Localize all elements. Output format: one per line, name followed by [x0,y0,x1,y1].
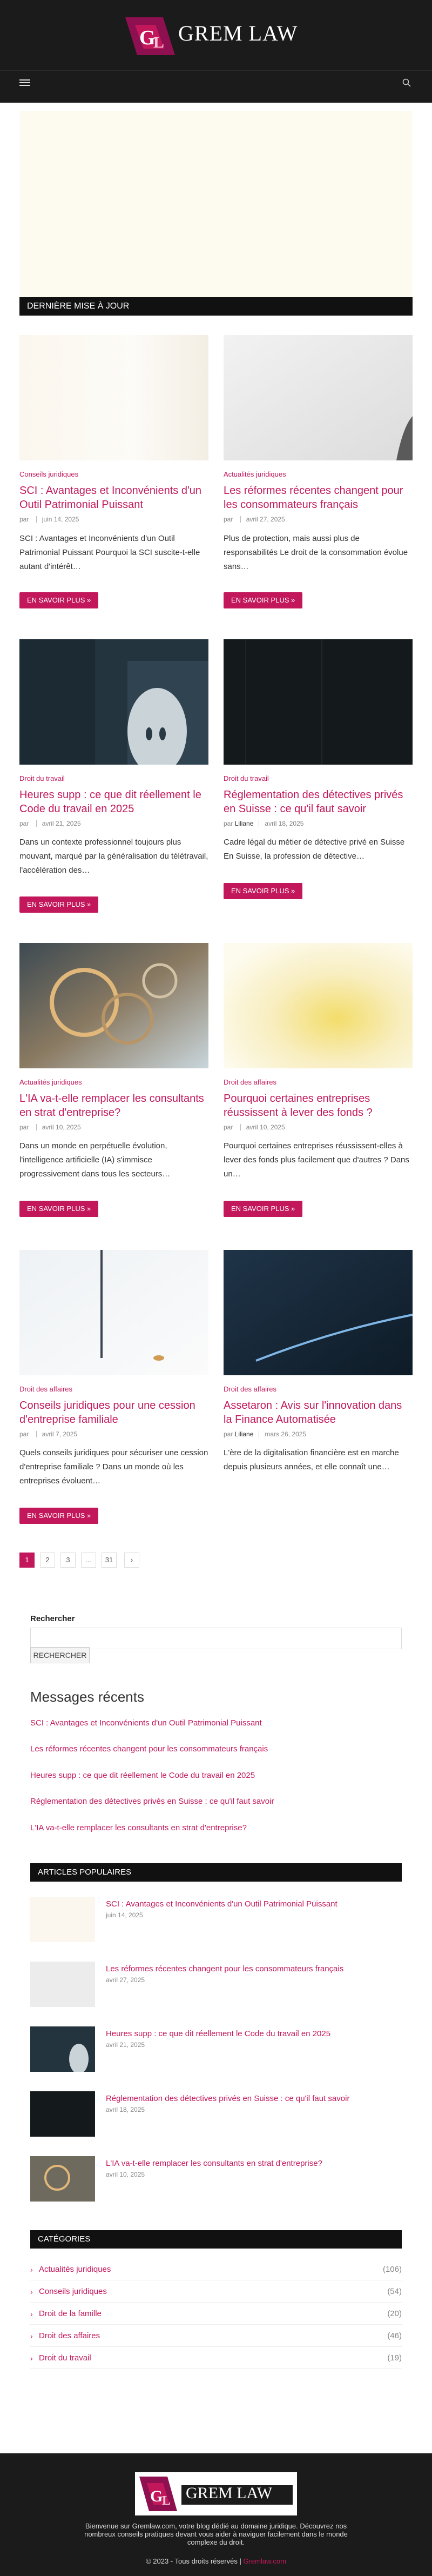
search-input[interactable] [30,1628,402,1649]
hero-label: DERNIÈRE MISE À JOUR [19,297,413,316]
category-count: (19) [387,2353,402,2363]
post-date: avril 10, 2025 [42,1123,81,1131]
read-more-button[interactable]: EN SAVOIR PLUS » [19,1508,98,1524]
category-name[interactable]: Actualités juridiques [39,2265,111,2274]
copyright-text: © 2023 - Tous droits réservés | [146,2557,241,2565]
popular-article-date: avril 18, 2025 [106,2106,145,2113]
popular-thumbnail[interactable] [30,2156,95,2202]
post-category[interactable]: Actualités juridiques [224,470,286,478]
category-count: (20) [387,2309,402,2318]
svg-text:L: L [153,34,165,51]
post-date: juin 14, 2025 [42,516,79,523]
post-excerpt: SCI : Avantages et Inconvénients d'un Outil Patrimonial Puissant Pourquoi la SCI suscite-t-elle autant d'intérêt… [19,534,200,571]
recent-posts-title: Messages récents [30,1689,144,1705]
post-thumbnail[interactable] [224,943,413,1068]
chevron-right-icon: › [30,2354,33,2363]
popular-article-link[interactable]: L'IA va-t-elle remplacer les consultants en strat d'entreprise? [106,2159,322,2168]
chevron-right-icon: › [30,2287,33,2296]
recent-post-link[interactable]: L'IA va-t-elle remplacer les consultants en strat d'entreprise? [30,1823,247,1832]
post-title[interactable]: Asset​aron : Avis sur l'innovation dans la Finance Automatisée [224,1400,402,1426]
post-meta [19,1123,208,1131]
category-count: (106) [382,2265,402,2274]
recent-post-link[interactable]: Les réformes récentes changent pour les consommateurs français [30,1744,268,1754]
post-category[interactable]: Conseils juridiques [19,470,79,478]
popular-article-link[interactable]: Réglementation des détectives privés en Suisse : ce qu'il faut savoir [106,2094,350,2103]
read-more-button[interactable]: EN SAVOIR PLUS » [19,592,98,608]
post-category[interactable]: Droit du travail [224,774,269,782]
post-excerpt: Quels conseils juridiques pour sécuriser une cession d'entreprise familiale ? Dans un monde où les entreprises évoluent… [19,1448,208,1486]
post-title[interactable]: L'IA va-t-elle remplacer les consultants en strat d'entreprise? [19,1093,204,1119]
category-item[interactable] [30,2325,402,2347]
footer-copyright [108,2557,324,2565]
post-thumbnail[interactable] [19,943,208,1068]
post-title[interactable]: Pourquoi certaines entreprises réussissent à lever des fonds ? [224,1093,373,1119]
post-thumbnail[interactable] [224,335,413,460]
post-title[interactable]: Les réformes récentes changent pour les consommateurs français [224,485,403,511]
post-author[interactable]: Liliane [234,820,254,827]
post-thumbnail[interactable] [19,1250,208,1375]
footer-site-link[interactable]: Gremlaw.com [243,2557,286,2565]
category-count: (54) [387,2287,402,2296]
next-page-link[interactable]: › [124,1553,139,1568]
post-meta [224,1430,413,1438]
post-excerpt: Cadre légal du métier de détective privé en Suisse En Suisse, la profession de détective… [224,838,405,861]
svg-text:L: L [162,2494,171,2508]
byline-prefix: par [19,820,29,827]
footer-description: Bienvenue sur Gremlaw.com, votre blog dédié au domaine juridique. Découvrez nos nombreux conseils pratiques devant vous aider à naviguer facilement dans le monde complexe du droit. [84,2522,348,2546]
popular-thumbnail[interactable] [30,1962,95,2007]
recent-post-link[interactable]: SCI : Avantages et Inconvénients d'un Outil Patrimonial Puissant [30,1718,262,1728]
category-item[interactable] [30,2303,402,2325]
popular-thumbnail[interactable] [30,2026,95,2072]
post-date: avril 7, 2025 [42,1430,78,1438]
byline-prefix: par [224,820,233,827]
page-link[interactable]: 3 [60,1553,76,1568]
read-more-button[interactable]: EN SAVOIR PLUS » [224,1201,302,1217]
post-meta [19,820,208,827]
chevron-right-icon: › [30,2310,33,2318]
page-link-current[interactable]: 1 [19,1553,35,1568]
popular-articles-title: ARTICLES POPULAIRES [30,1863,402,1882]
post-title[interactable]: Conseils juridiques pour une cession d'entreprise familiale [19,1400,195,1426]
popular-thumbnail[interactable] [30,2091,95,2137]
post-title[interactable]: Heures supp : ce que dit réellement le Code du travail en 2025 [19,789,201,815]
post-author[interactable]: Liliane [234,1430,254,1438]
category-count: (46) [387,2331,402,2340]
post-date: avril 18, 2025 [265,820,304,827]
post-category[interactable]: Droit des affaires [224,1385,277,1393]
nav-bar [0,70,432,103]
svg-text:G: G [150,2487,163,2505]
popular-article-date: avril 27, 2025 [106,1976,145,1984]
search-widget-title: Rechercher [30,1614,75,1623]
byline-prefix: par [19,1430,29,1438]
popular-article-link[interactable]: SCI : Avantages et Inconvénients d'un Outil Patrimonial Puissant [106,1899,338,1909]
page-link[interactable]: 2 [40,1553,55,1568]
post-thumbnail[interactable] [224,1250,413,1375]
hero-image[interactable] [19,111,413,297]
popular-article-date: juin 14, 2025 [106,1911,143,1919]
post-date: mars 26, 2025 [265,1430,307,1438]
hamburger-menu-icon[interactable] [19,78,31,88]
byline-prefix: par [224,516,233,523]
post-excerpt: Pourquoi certaines entreprises réussissent-elles à lever des fonds plus facilement que d'autres ? Dans un… [224,1141,409,1179]
chevron-right-icon: › [30,2332,33,2340]
recent-post-link[interactable]: Réglementation des détectives privés en Suisse : ce qu'il faut savoir [30,1797,274,1806]
post-meta [224,820,413,827]
post-meta [19,1430,208,1438]
category-name[interactable]: Droit du travail [39,2353,91,2363]
search-icon[interactable] [402,78,411,88]
category-item[interactable] [30,2281,402,2303]
post-date: avril 21, 2025 [42,820,81,827]
post-title[interactable]: Réglementation des détectives privés en Suisse : ce qu'il faut savoir [224,789,403,815]
post-title[interactable]: SCI : Avantages et Inconvénients d'un Outil Patrimonial Puissant [19,485,202,511]
byline-prefix: par [224,1430,233,1438]
post-meta [224,516,413,523]
popular-article-link[interactable]: Heures supp : ce que dit réellement le Code du travail en 2025 [106,2029,331,2038]
popular-thumbnail[interactable] [30,1897,95,1942]
post-category[interactable]: Actualités juridiques [19,1078,82,1086]
byline-prefix: par [224,1123,233,1131]
post-meta [224,1123,413,1131]
post-excerpt: Dans un monde en perpétuelle évolution, l'intelligence artificielle (IA) s'immisce progressivement dans tous les secteurs… [19,1141,171,1179]
popular-article-date: avril 21, 2025 [106,2041,145,2049]
post-date: avril 10, 2025 [246,1123,285,1131]
page-ellipsis: … [81,1553,96,1568]
byline-prefix: par [19,1123,29,1131]
category-name[interactable]: Droit de la famille [39,2309,102,2318]
category-name[interactable]: Conseils juridiques [39,2287,107,2296]
page-link[interactable]: 31 [102,1553,117,1568]
recent-post-link[interactable]: Heures supp : ce que dit réellement le Code du travail en 2025 [30,1771,255,1780]
search-button[interactable] [30,1647,90,1663]
svg-text:G: G [139,26,156,49]
post-thumbnail[interactable] [224,639,413,765]
post-excerpt: Dans un contexte professionnel toujours plus mouvant, marqué par la généralisation du télétravail, l'accélération des… [19,838,208,875]
category-item[interactable] [30,2347,402,2369]
post-thumbnail[interactable] [19,639,208,765]
post-date: avril 27, 2025 [246,516,285,523]
search-button-label: RECHERCHER [33,1651,87,1660]
post-category[interactable]: Droit des affaires [19,1385,73,1393]
popular-article-date: avril 10, 2025 [106,2171,145,2178]
post-category[interactable]: Droit du travail [19,774,65,782]
category-name[interactable]: Droit des affaires [39,2331,100,2340]
post-meta [19,516,208,523]
post-excerpt: Plus de protection, mais aussi plus de responsabilités Le droit de la consommation évolue sans… [224,534,408,571]
chevron-right-icon: › [30,2265,33,2274]
read-more-button[interactable]: EN SAVOIR PLUS » [19,896,98,913]
popular-article-link[interactable]: Les réformes récentes changent pour les consommateurs français [106,1964,344,1973]
read-more-button[interactable]: EN SAVOIR PLUS » [19,1201,98,1217]
categories-title: CATÉGORIES [30,2230,402,2249]
read-more-button[interactable]: EN SAVOIR PLUS » [224,883,302,899]
site-title[interactable]: GREM LAW [178,21,298,45]
post-category[interactable]: Droit des affaires [224,1078,277,1086]
footer-brand-name: GREM LAW [186,2484,273,2502]
post-thumbnail[interactable] [19,335,208,460]
read-more-button[interactable]: EN SAVOIR PLUS » [224,592,302,608]
category-item[interactable] [30,2259,402,2280]
post-excerpt: L'ère de la digitalisation financière est en marche depuis plusieurs années, et elle connaît une… [224,1448,399,1471]
byline-prefix: par [19,516,29,523]
